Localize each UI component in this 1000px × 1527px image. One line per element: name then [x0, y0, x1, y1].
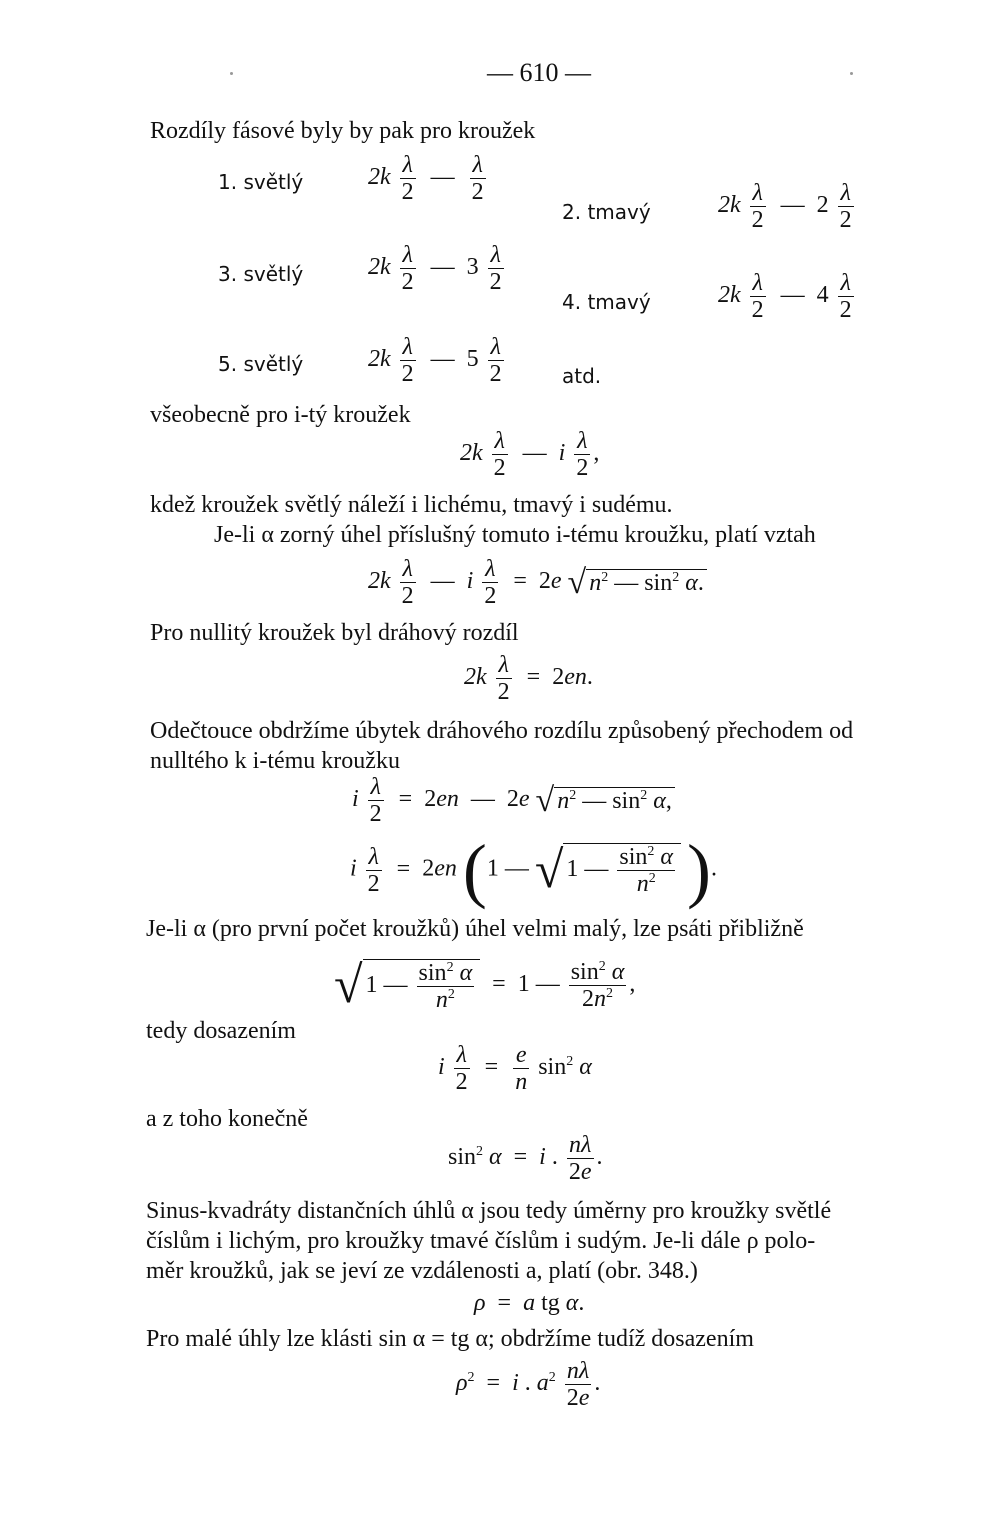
row-formula-5: 2k $\frac{\lambda}{2}$ — 5 $\frac{\lambda}{2}$: [368, 334, 502, 387]
intro-line: Rozdíly fásové byly by pak pro kroužek: [150, 118, 536, 144]
formula-null: 2k $\frac{\lambda}{2}$ = 2en.: [464, 652, 593, 705]
row-label-3: 3. světlý: [218, 262, 304, 286]
formula-subtract-2: i $\frac{\lambda}{2}$ = 2en (1 — √ 1 — $\frac{\sin^2 \alpha}{n^2}$ ).: [350, 830, 718, 910]
scan-speck: [850, 72, 853, 75]
formula-subtract-1: i $\frac{\lambda}{2}$ = 2en — 2e √ $n^2$ — $\sin^2 \alpha$,: [352, 774, 675, 827]
atd-text: atd.: [562, 364, 602, 388]
null-line: Pro nullitý kroužek byl dráhový rozdíl: [150, 620, 519, 646]
coef-2k: 2k: [368, 164, 391, 191]
formula-angle: 2k $\frac{\lambda}{2}$ — i $\frac{\lambda}{2}$ = 2e √ $n^2$ — $\sin^2 \alpha$.: [368, 556, 707, 609]
row-formula-1: 2k $\frac{\lambda}{2}$ — $\frac{\lambda}{2}$: [368, 152, 484, 205]
paragraph-line-3: měr kroužků, jak se jeví ze vzdálenosti a, platí (obr. 348.): [146, 1258, 698, 1284]
formula-konecne: $\sin^2 \alpha = i$ . $\frac{n\lambda}{2e}$ .: [448, 1132, 603, 1185]
general-line: všeobecně pro i-tý kroužek: [150, 402, 411, 428]
formula-general: 2k $\frac{\lambda}{2}$ — i $\frac{\lambda}{2}$ ,: [460, 428, 600, 481]
formula-approx: √ 1 — $\frac{\sin^2 \alpha}{n^2}$ = 1 — $\frac{\sin^2 \alpha}{2n^2}$ ,: [334, 957, 636, 1014]
odd-even-line: kdež kroužek světlý náleží i lichému, tmavý i sudému.: [150, 492, 673, 518]
angle-line: Je-li α zorný úhel příslušný tomuto i-tému kroužku, platí vztah: [214, 522, 816, 548]
subtract-line-1: Odečtouce obdržíme úbytek dráhového rozdílu způsobený přechodem od: [150, 718, 854, 744]
small-angles-line: Pro malé úhly lze klásti sin α = tg α; obdržíme tudíž dosazením: [146, 1326, 754, 1352]
small-angle-line: Je-li α (pro první počet kroužků) úhel velmi malý, lze psáti přibližně: [146, 916, 804, 942]
row-formula-4: 2k $\frac{\lambda}{2}$ — 4 $\frac{\lambda}{2}$: [718, 270, 852, 323]
page-number: — 610 —: [487, 58, 591, 87]
formula-rho: ρ = a tg α.: [474, 1290, 585, 1316]
row-label-4: 4. tmavý: [562, 290, 651, 314]
row-formula-3: 2k $\frac{\lambda}{2}$ — 3 $\frac{\lambda}{2}$: [368, 242, 502, 295]
subtract-line-2: nulltého k i-tému kroužku: [150, 748, 400, 774]
row-label-2: 2. tmavý: [562, 200, 651, 224]
row-label-1: 1. světlý: [218, 170, 304, 194]
scan-speck: [230, 72, 233, 75]
paragraph-line-2: číslům i lichým, pro kroužky tmavé číslům i sudým. Je-li dále ρ polo-: [146, 1228, 816, 1254]
row-label-5: 5. světlý: [218, 352, 304, 376]
konecne-line: a z toho konečně: [146, 1106, 308, 1132]
tedy-line: tedy dosazením: [146, 1018, 296, 1044]
paragraph-line-1: Sinus-kvadráty distančních úhlů α jsou tedy úměrny pro kroužky světlé: [146, 1198, 832, 1224]
row-formula-2: 2k $\frac{\lambda}{2}$ — 2 $\frac{\lambda}{2}$: [718, 180, 852, 233]
formula-tedy: i $\frac{\lambda}{2}$ = $\frac{e}{n}$ $\sin^2 \alpha$: [438, 1042, 592, 1095]
formula-rho-squared: $\rho^2 = i$ . $a^2$ $\frac{n\lambda}{2e}$ .: [456, 1358, 601, 1411]
